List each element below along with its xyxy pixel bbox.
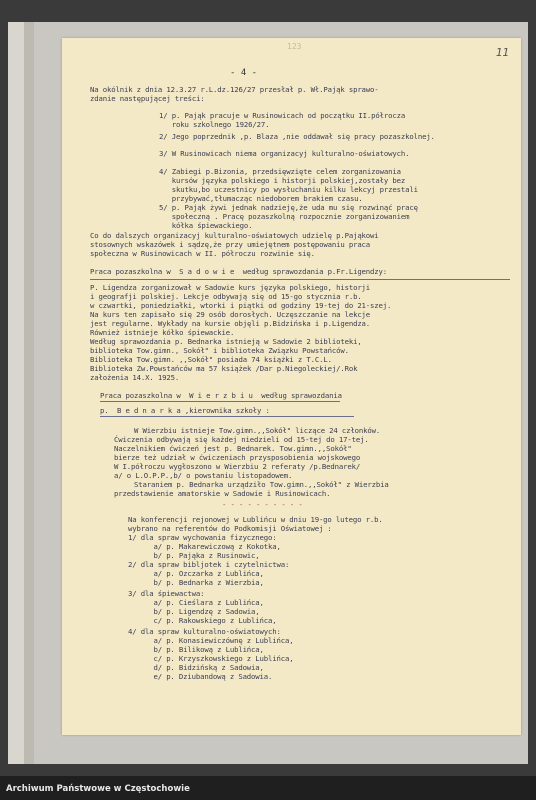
text-line: Biblioteka Zw.Powstańców ma 57 książek /Dar p.Niegoleckiej/.Rok: [90, 364, 358, 373]
list-item: b/ p. Bilikową z Lublińca,: [128, 645, 264, 654]
list-item: c/ p. Rakowskiego z Lublińca,: [128, 616, 277, 625]
list-heading: 4/ dla spraw kulturalno-oświatowych:: [128, 627, 281, 636]
archive-folio-number: 11: [495, 46, 509, 59]
archive-label: Archiwum Państwowe w Częstochowie: [6, 784, 190, 794]
faint-stamp: 123: [287, 42, 302, 51]
text-line: a/ o L.O.P.P.,b/ o powstaniu listopadowem.: [114, 471, 293, 480]
text-line: społeczną . Pracę pozaszkolną rozpocznie zorganizowaniem: [159, 212, 410, 221]
list-item: c/ p. Krzyszkowskiego z Lublińca,: [128, 654, 294, 663]
list-item: d/ p. Bidzińską z Sadowia,: [128, 663, 264, 672]
text-line: Ćwiczenia odbywają się każdej niedzieli od 15-tej do 17-tej.: [114, 435, 369, 444]
text-line: 3/ W Rusinowicach niema organizacyj kulturalno-oświatowych.: [159, 149, 410, 158]
text-line: założenia 14.X. 1925.: [90, 373, 180, 382]
text-line: społeczna w Rusinowicach w II. półroczu rozwinie się.: [90, 249, 315, 258]
text-line: 2/ Jego poprzednik ,p. Blaza ,nie oddawał się pracy pozaszkolnej.: [159, 132, 435, 141]
text-line: kółka śpiewackiego.: [159, 221, 253, 230]
list-item: a/ p. Ozczarka z Lublińca,: [128, 569, 264, 578]
list-item: a/ p. Makarewiczową z Kokotka,: [128, 542, 281, 551]
list-heading: 1/ dla spraw wychowania fizycznego:: [128, 533, 277, 542]
text-line: bierze też udział w ćwiczeniach przysposobienia wojskowego: [114, 453, 361, 462]
section-heading-sadow: Praca pozaszkolna w S a d o w i e według sprawozdania p.Fr.Ligendzy:: [90, 267, 388, 276]
text-line: zdanie następującej treści:: [90, 94, 205, 103]
text-line: przybywać,tłumacząc niedoborem brakiem czasu.: [159, 194, 363, 203]
text-line: P. Ligendza zorganizował w Sadowie kurs języka polskiego, historji: [90, 283, 371, 292]
list-item: b/ p. Bednarka z Wierzbia,: [128, 578, 264, 587]
text-line: 5/ p. Pająk żywi jednak nadzieję,że uda mu się rozwinąć pracę: [159, 203, 418, 212]
list-item: b/ p. Pająka z Rusinowic,: [128, 551, 260, 560]
underline: [100, 416, 354, 417]
text-line: Biblioteka Tow.gimn. ,,Sokół" posiada 74 książki z T.C.L.: [90, 355, 332, 364]
text-line: Na konferencji rejonowej w Lublińcu w dniu 19-go lutego r.b.: [128, 515, 383, 524]
text-line: przedstawienie amatorskie w Sadowie i Rusinowicach.: [114, 489, 331, 498]
text-line: i geografji polskiej. Lekcje odbywają się od 15-go stycznia r.b.: [90, 292, 362, 301]
text-line: 4/ Zabiegi p.Bizonia, przedsięwzięte celem zorganizowania: [159, 167, 401, 176]
text-line: Naczelnikiem ćwiczeń jest p. Bednarek. Tow.gimn.,,Sokół": [114, 444, 352, 453]
adjacent-page-strip: [8, 22, 24, 764]
section-heading-wierzbie: Praca pozaszkolna w W i e r z b i u według sprawozdania: [100, 391, 342, 400]
text-line: Co do dalszych organizacyj kulturalno-oświatowych udzielę p.Pająkowi: [90, 231, 379, 240]
text-line: w czwartki, poniedziałki, wtorki i piątki od godziny 19-tej do 21-szej.: [90, 301, 392, 310]
adjacent-page-edge: [24, 22, 34, 764]
document-page: [62, 38, 521, 735]
text-line: 1/ p. Pająk pracuje w Rusinowicach od początku II.półrocza: [159, 111, 406, 120]
text-line: Staraniem p. Bednarka urządziło Tow.gimn.,,Sokół" z Wierzbia: [134, 480, 389, 489]
underline: [100, 401, 340, 402]
text-line: stosownych wskazówek i sądzę,że przy umiejętnem postępowaniu praca: [90, 240, 371, 249]
list-item: a/ p. Cieślara z Lublińca,: [128, 598, 264, 607]
list-heading: 2/ dla spraw bibljotek i czytelnictwa:: [128, 560, 290, 569]
separator-dots: - - - - - - - - - -: [222, 500, 303, 509]
text-line: wybrano na referentów do Podkomisji Oświatowej :: [128, 524, 332, 533]
text-line: Na kurs ten zapisało się 29 osób dorosłych. Uczęszczanie na lekcje: [90, 310, 371, 319]
list-heading: 3/ dla śpiewactwa:: [128, 589, 205, 598]
underline: [90, 279, 510, 280]
text-line: skutku,bo uczestnicy po wysłuchaniu kilku lekcyj przestali: [159, 185, 418, 194]
text-line: kursów języka polskiego i historji polskiej,zostały bez: [159, 176, 406, 185]
section-heading-bednarek: p. B e d n a r k a ,kierownika szkoły :: [100, 406, 270, 415]
list-item: e/ p. Dziubandową z Sadowia.: [128, 672, 273, 681]
page-number: - 4 -: [230, 68, 258, 78]
list-item: b/ p. Ligendzę z Sadowia,: [128, 607, 260, 616]
text-line: W I.półroczu wygłoszono w Wierzbiu 2 referaty /p.Bednarek/: [114, 462, 361, 471]
text-line: Również istnieje kółko śpiewackie.: [90, 328, 235, 337]
list-item: a/ p. Konasiewiczównę z Lublińca,: [128, 636, 294, 645]
text-line: jest regularne. Wykłady na kursie objęli p.Bidzińska i p.Ligendza.: [90, 319, 371, 328]
text-line: roku szkolnego 1926/27.: [159, 120, 270, 129]
text-line: W Wierzbiu istnieje Tow.gimn.,,Sokół" liczące 24 członków.: [134, 426, 381, 435]
text-line: Na okólnik z dnia 12.3.27 r.L.dz.126/27 przesłał p. Wł.Pająk sprawo-: [90, 85, 379, 94]
text-line: biblioteka Tow.gimn., Sokół" i biblioteka Związku Powstańców.: [90, 346, 349, 355]
text-line: Według sprawozdania p. Bednarka istnieją w Sadowie 2 biblioteki,: [90, 337, 362, 346]
